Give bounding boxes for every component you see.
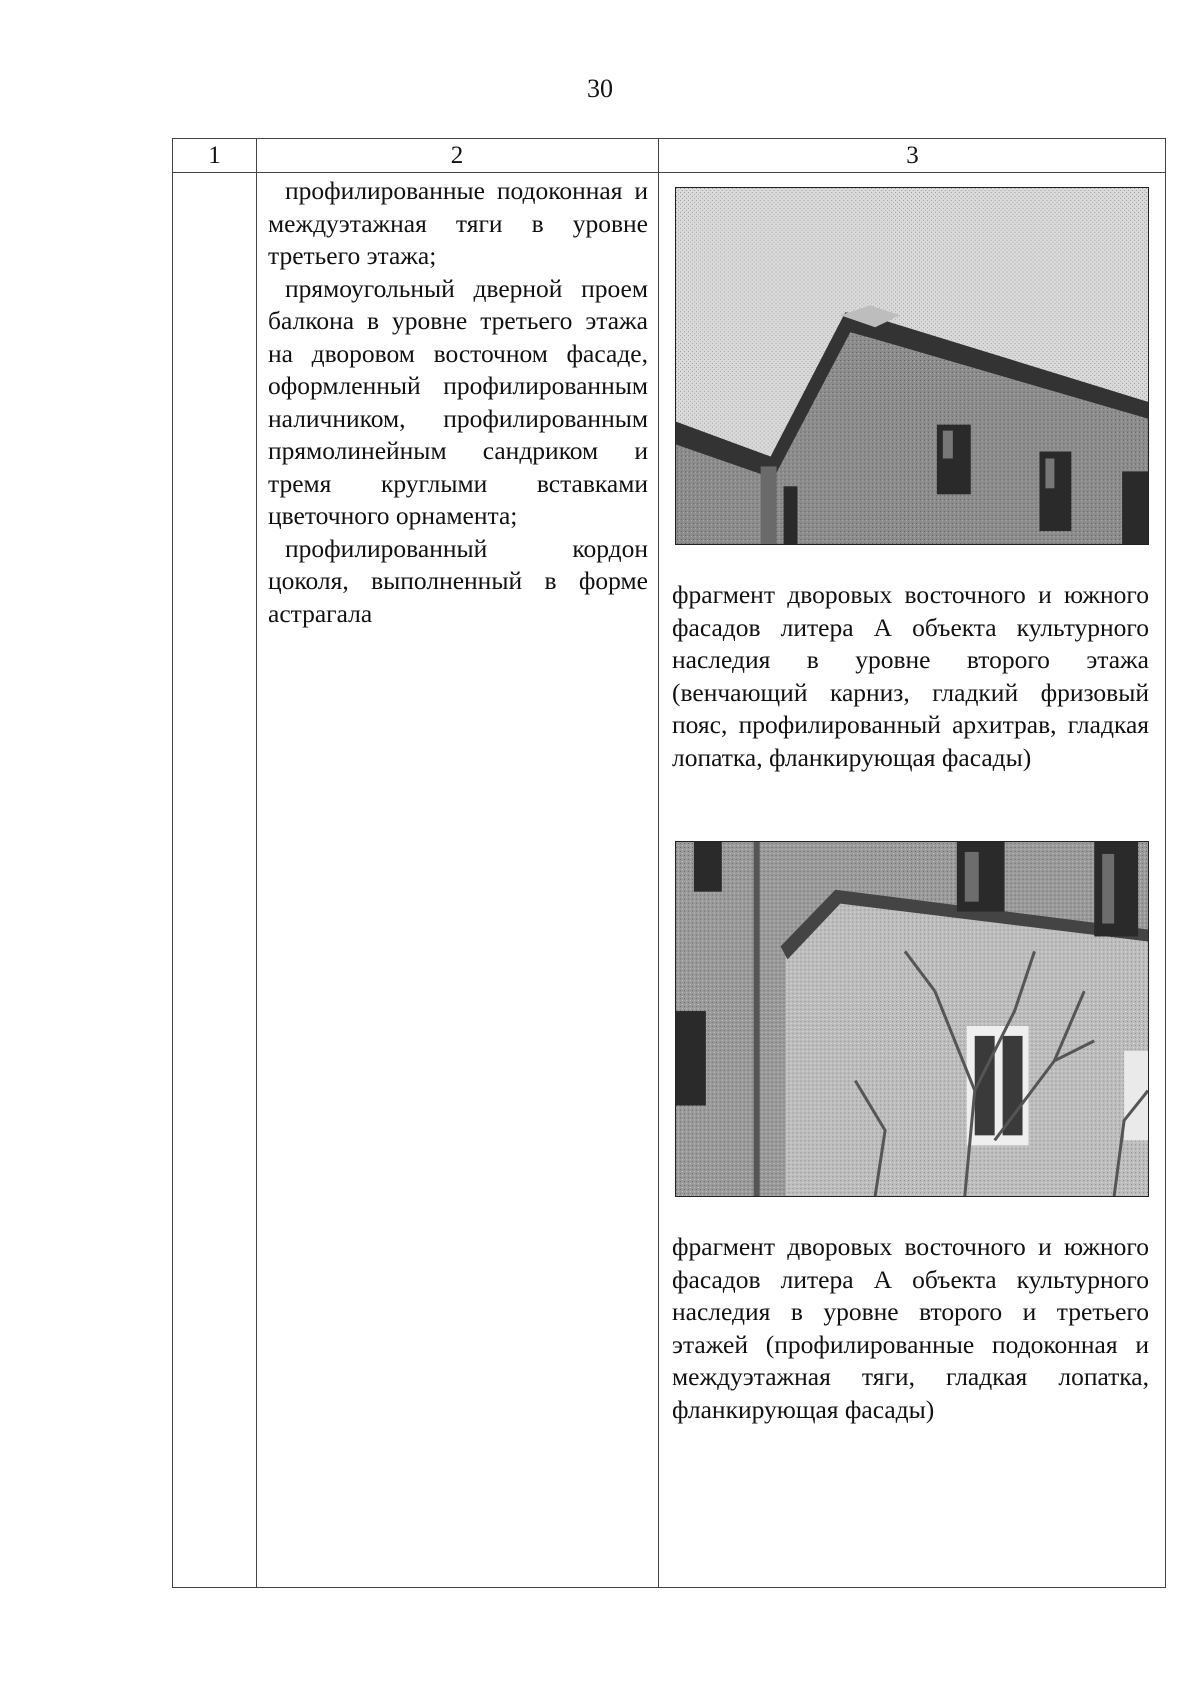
column-header-2: 2 <box>450 142 464 169</box>
column-divider <box>658 139 659 1587</box>
description-paragraph: профилированные подоконная и междуэтажная тяги в уровне третьего этажа; <box>268 176 648 270</box>
page-number: 30 <box>587 74 613 103</box>
column-header-3: 3 <box>906 142 919 169</box>
description-cell <box>268 175 648 630</box>
photo-caption: фрагмент дворовых восточного и южного фасадов литера А объекта культурного наследия в уровне второго и третьего этажей (профилированные подоконная и междуэтажная тяги, гладкая лопатка, фланкирующая фасады) <box>672 1232 1149 1424</box>
column-header-1: 1 <box>208 142 221 169</box>
building-corner-photo-graphic <box>676 188 1148 544</box>
building-corner-photo <box>675 187 1149 545</box>
data-table <box>172 138 1166 1588</box>
photo-caption: фрагмент дворовых восточного и южного фасадов литера А объекта культурного наследия в уровне второго этажа (венчающий карниз, гладкий фризовый пояс, профилированный архитрав, гладкая лопатка, фланкирующая фасады) <box>672 580 1149 772</box>
description-paragraph: прямоугольный дверной проем балкона в уровне третьего этажа на дворовом восточном фасаде, оформленный профилированным наличником, профилированным прямолинейным сандриком и тремя круглыми вставками цветочного орнамента; <box>268 273 648 530</box>
column-divider <box>256 139 257 1587</box>
building-facade-photo-graphic <box>676 842 1148 1196</box>
header-divider <box>173 172 1165 173</box>
description-paragraph: профилированный кордон цоколя, выполненный в форме астрагала <box>268 533 648 628</box>
building-facade-photo <box>675 841 1149 1197</box>
